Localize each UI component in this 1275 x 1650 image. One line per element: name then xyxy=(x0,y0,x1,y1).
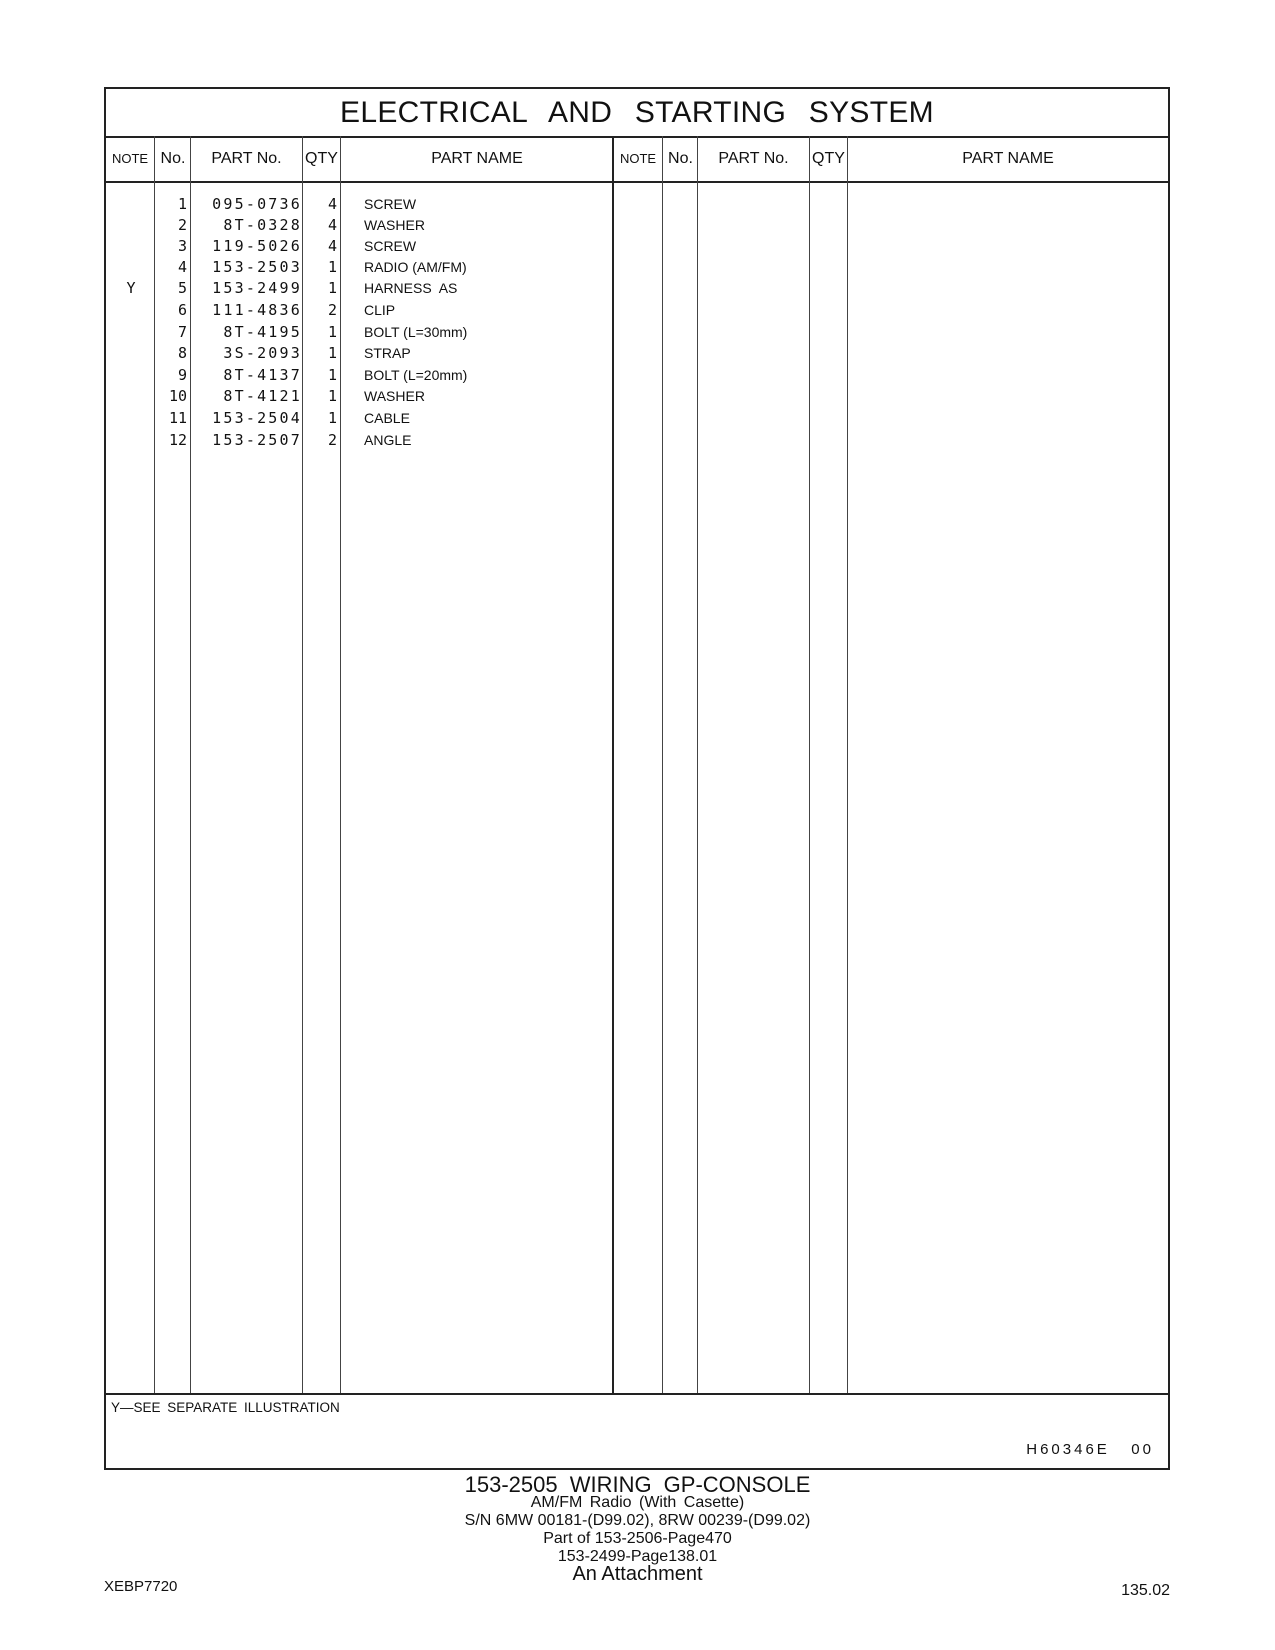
row-quantity: 1 xyxy=(327,323,337,341)
row-quantity: 1 xyxy=(327,387,337,405)
row-number: 8 xyxy=(177,344,187,362)
row-part-name: BOLT (L=20mm) xyxy=(364,367,468,383)
row-number: 9 xyxy=(177,366,187,384)
row-number: 7 xyxy=(177,323,187,341)
row-part-number: 8T-4121 xyxy=(223,387,302,405)
row-quantity: 4 xyxy=(327,237,337,255)
header-note-right: NOTE xyxy=(619,151,657,166)
row-part-name: SCREW xyxy=(364,238,417,254)
header-qty-left: QTY xyxy=(305,150,338,167)
row-part-number: 119-5026 xyxy=(212,237,302,255)
row-part-name: CABLE xyxy=(364,410,410,426)
row-number: 12 xyxy=(168,431,187,449)
row-part-number: 8T-0328 xyxy=(223,216,302,234)
row-quantity: 1 xyxy=(327,366,337,384)
row-number: 5 xyxy=(177,279,187,297)
header-part-name-left: PART NAME xyxy=(431,150,523,167)
row-quantity: 4 xyxy=(327,216,337,234)
row-part-number: 153-2507 xyxy=(212,431,302,449)
row-part-number: 095-0736 xyxy=(212,195,302,213)
row-part-number: 3S-2093 xyxy=(223,344,302,362)
row-part-number: 153-2499 xyxy=(212,279,302,297)
row-quantity: 2 xyxy=(327,431,337,449)
caption-description: AM/FM Radio (With Casette) xyxy=(530,1494,745,1511)
caption-attachment: An Attachment xyxy=(572,1563,703,1585)
row-part-name: WASHER xyxy=(364,217,425,233)
row-part-number: 111-4836 xyxy=(212,301,302,319)
header-note-left: NOTE xyxy=(111,151,149,166)
table-title: ELECTRICAL AND STARTING SYSTEM xyxy=(106,89,1168,138)
row-number: 2 xyxy=(177,216,187,234)
row-part-number: 8T-4137 xyxy=(223,366,302,384)
parts-list-body xyxy=(106,183,1168,1395)
row-part-name: ANGLE xyxy=(364,432,412,448)
row-number: 4 xyxy=(177,258,187,276)
row-quantity: 1 xyxy=(327,258,337,276)
row-part-number: 153-2504 xyxy=(212,409,302,427)
caption-group-title: 153-2505 WIRING GP-CONSOLE xyxy=(464,1472,811,1497)
row-part-number: 8T-4195 xyxy=(223,323,302,341)
row-number: 10 xyxy=(168,387,187,405)
row-quantity: 2 xyxy=(327,301,337,319)
row-number: 3 xyxy=(177,237,187,255)
publication-code: XEBP7720 xyxy=(104,1578,178,1595)
row-part-name: CLIP xyxy=(364,302,396,318)
parts-table-frame xyxy=(104,87,1170,1470)
caption-serial-numbers: S/N 6MW 00181-(D99.02), 8RW 00239-(D99.02) xyxy=(464,1512,811,1529)
row-number: 11 xyxy=(168,409,187,427)
row-number: 6 xyxy=(177,301,187,319)
row-part-name: SCREW xyxy=(364,196,417,212)
header-no-right: No. xyxy=(668,150,693,167)
footnote: Y—SEE SEPARATE ILLUSTRATION xyxy=(111,1400,340,1415)
row-quantity: 4 xyxy=(327,195,337,213)
header-part-no-right: PART No. xyxy=(718,150,789,167)
caption-related-page: 153-2499-Page138.01 xyxy=(557,1548,718,1565)
row-quantity: 1 xyxy=(327,409,337,427)
row-number: 1 xyxy=(177,195,187,213)
header-part-no-left: PART No. xyxy=(211,150,282,167)
row-part-number: 153-2503 xyxy=(212,258,302,276)
header-part-name-right: PART NAME xyxy=(962,150,1054,167)
row-quantity: 1 xyxy=(327,279,337,297)
document-reference: H60346E 00 xyxy=(1026,1441,1154,1458)
row-note: Y xyxy=(126,279,136,297)
page-number: 135.02 xyxy=(1121,1582,1170,1599)
row-part-name: RADIO (AM/FM) xyxy=(364,259,467,275)
caption-part-of: Part of 153-2506-Page470 xyxy=(543,1530,732,1547)
row-part-name: STRAP xyxy=(364,345,411,361)
row-part-name: BOLT (L=30mm) xyxy=(364,324,468,340)
row-part-name: WASHER xyxy=(364,388,425,404)
row-quantity: 1 xyxy=(327,344,337,362)
row-part-name: HARNESS AS xyxy=(364,280,458,296)
column-header-row xyxy=(106,136,1168,183)
header-no-left: No. xyxy=(160,150,186,167)
header-qty-right: QTY xyxy=(812,150,845,167)
